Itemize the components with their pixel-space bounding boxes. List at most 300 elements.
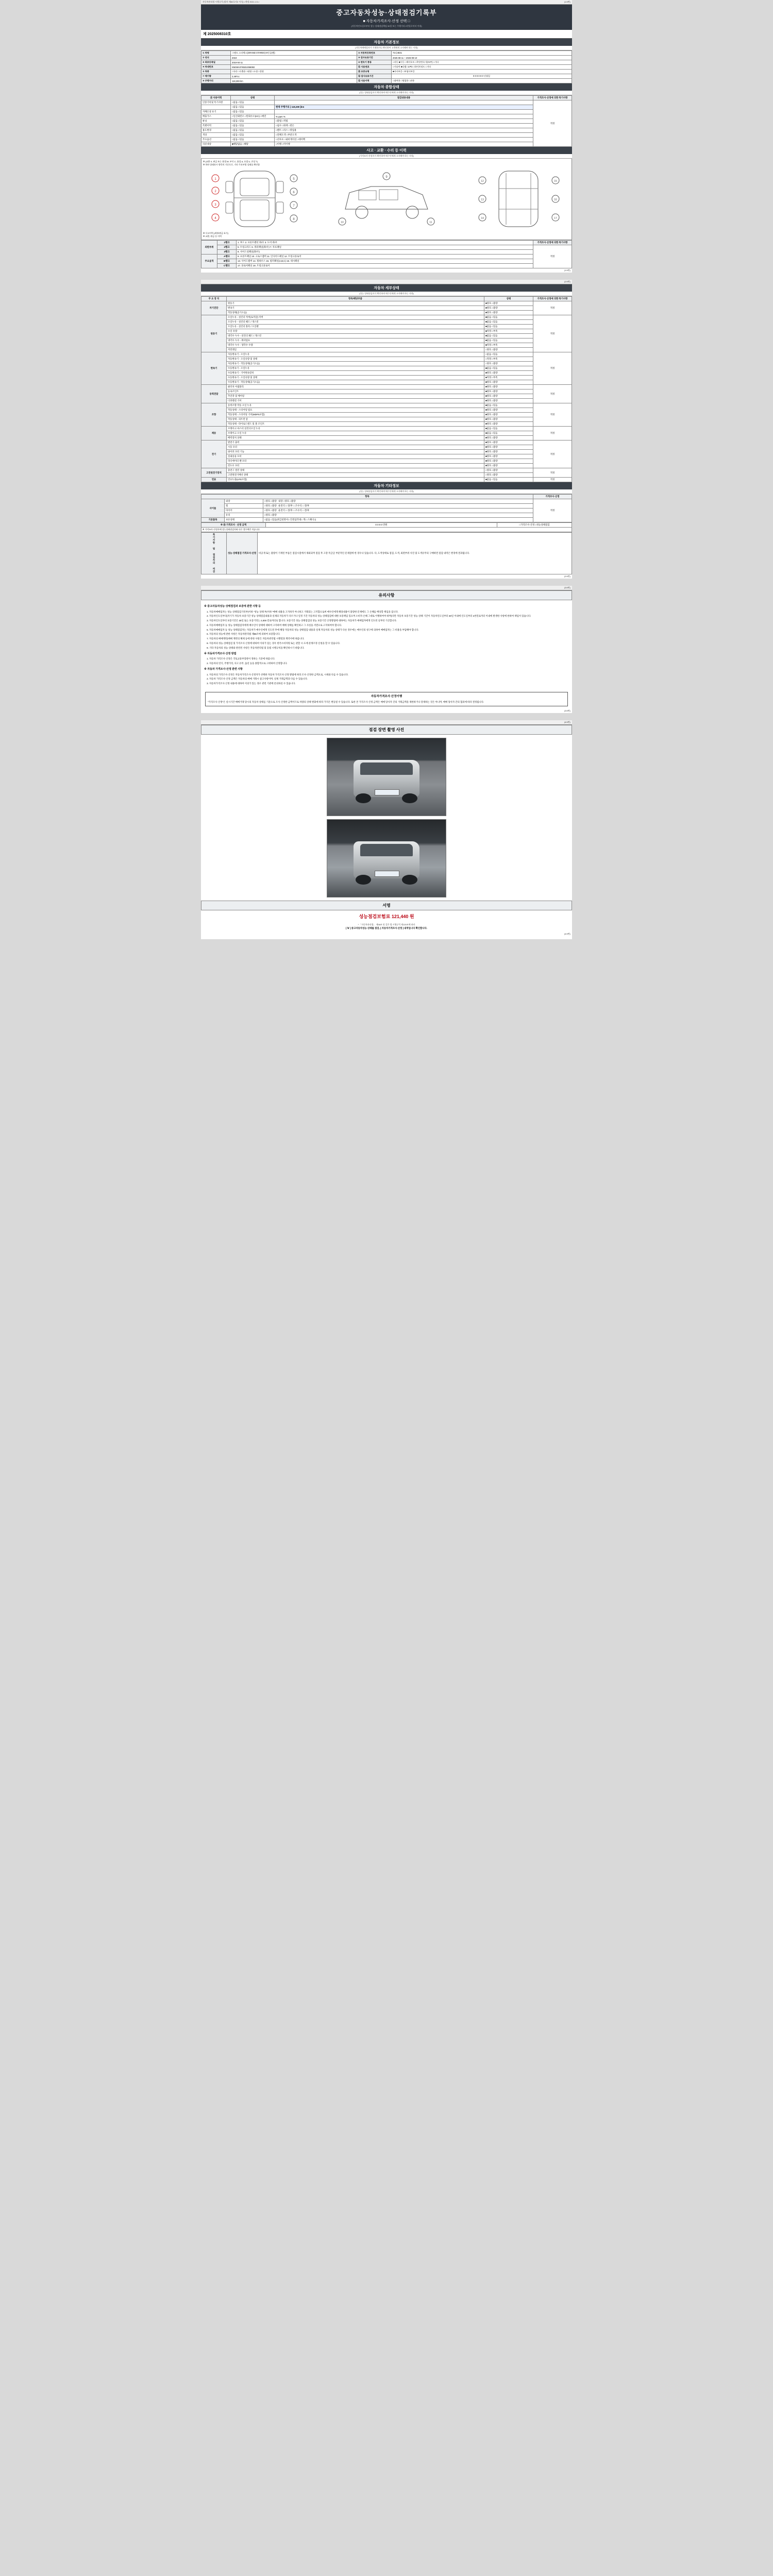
overall-item-7: 색상: [201, 133, 231, 138]
detail-cmp-6: 적정: [533, 440, 572, 468]
th-detail-state: 상태: [484, 297, 533, 301]
front-windshield: [360, 762, 412, 775]
detail-state-6-1: ■양호 □불량: [484, 445, 533, 450]
svg-text:6: 6: [293, 191, 295, 194]
special-col1: 성능·상태점검 가격조사·산정: [227, 533, 258, 574]
detail-item-6-4: 라디에이터 팬 모터: [227, 459, 484, 464]
detail-item-2-2: 자동변속기 - 작동상태(공기소음): [227, 362, 484, 366]
detail-state-2-5: ■적정 □부족: [484, 376, 533, 380]
etc-value-3: □양호 □불량: [263, 513, 533, 518]
etc-value-4: □없음 □있음(취급설명서□ 안전삼각대□ 잭□ 스패너□): [263, 518, 533, 522]
notice-item-1-5: 6. 자동차의 성능에 관한 사항은 자동차관리법 제58조에 의하여 보증합니다.: [209, 632, 569, 636]
signature-footnote-2: [ ￦ ] 중고자동차성능·상태를 점검, [ 자동차가격조사·산정 ] 내역입니다 확인합니다.: [345, 927, 428, 930]
diagram-underbody-view: [467, 168, 570, 231]
detail-state-1-3: ■적정 □부족: [484, 329, 533, 334]
rank-label-3: A랭크: [217, 255, 237, 259]
overall-state-7: □없음 □있음: [231, 133, 275, 138]
basic-info-table: [201, 50, 572, 83]
detail-state-4-0: ■없음 □있음: [484, 403, 533, 408]
value-reg-no: 72나4831: [392, 51, 572, 56]
damage-diagrams: [203, 168, 570, 231]
detail-group-0: 자기진단: [201, 301, 227, 315]
svg-text:7: 7: [293, 205, 295, 208]
photo-list: [201, 735, 572, 901]
detail-item-4-3: 작동상태 - 피트먼 암: [227, 417, 484, 422]
th-etc-item: 항목: [201, 495, 533, 499]
sheet2-page-number-foot: (2/4면): [564, 575, 570, 578]
notice-item-2-1: 2. 자동차 가격조사·산정 금액은 자동차의 매매 거래시 참고사항이며, 실제 거래금액과 다를 수 있습니다.: [209, 677, 569, 681]
detail-item-5-1: 브레이크 오일 누유: [227, 431, 484, 436]
overall-item-6: 용도변경: [201, 128, 231, 133]
special-table: [201, 532, 572, 574]
etc-item-0: 외장: [225, 499, 263, 504]
notice-item-1-7: 8. 자동차의 성능·상태점검 및 가격조사·산정에 대하여 이의가 있는 경우 한국소비자원 또는 관할 시·도에 분쟁조정 신청을 할 수 있습니다.: [209, 641, 569, 645]
th-etc-cmp: 가격조사·산정: [533, 495, 572, 499]
special-text: 비공개 또는 불량이 기재된 부품은 점검시점에서 제외되며 점검 후 고장 특급급 부분적인 문제점에 한 경우나 있습니다. 다, 도색상태로 점검, 도색, 외관부위 사진 및 도색유무의 구매하면 점검 내역은 변경에 결과됩니다.: [258, 533, 572, 574]
svg-text:1: 1: [214, 178, 216, 181]
detail-item-1-4: 냉각수 누수 - 실린더 헤드 / 개스킷: [227, 334, 484, 338]
svg-text:5: 5: [293, 178, 295, 181]
sheet3-page-number: (3/4면): [564, 586, 570, 589]
sheet-2: [201, 280, 572, 579]
rank-value-5: 17. 플로어패널 18. 트렁크플로어: [237, 264, 533, 268]
th-detail-div: 주 요 장 치: [201, 297, 227, 301]
section-detail: 자동차 세부상태: [201, 284, 572, 292]
detail-cmp-1: 적정: [533, 315, 572, 352]
notice-item-1-2: 3. 자동차인도일부터 보증기간은 30일 또는 보증거리는 2,000 킬로미터로 합니다. 보증기간 성능·상태점검의 성능 보증기간 산정방법에 대하여는 자동차가 매매업자에게 인도된 날부터 기산합니다.: [209, 619, 569, 622]
sheet2-footer: [201, 574, 572, 579]
pledge-body: "가격조사·산정"은 실시기간 매매거래 당시의 자동차 상태를 기준으로 조사·산정한 금액이므로 차량의 상태 변화에 따라 가격은 변동될 수 있습니다. 또한 본 가격조사·산정 금액은 매매 당사자 간의 거래금액을 제한하거나 강제하는 것은 아니며, 매매 당사자 간의 협의에 따라 결정됩니다.: [208, 701, 484, 704]
overall-item-2: 자체손상 표기: [201, 110, 231, 114]
total-table: [201, 522, 572, 532]
notice-body: [201, 600, 572, 689]
detail-item-3-1: 등속조인트: [227, 389, 484, 394]
detail-cmp-0: 적정: [533, 301, 572, 315]
etc-item-4: 보유상태: [225, 518, 263, 522]
detail-state-3-1: ■양호 □불량: [484, 389, 533, 394]
detail-cmp-4: 적정: [533, 403, 572, 427]
rank-label-1: 2랭크: [217, 245, 237, 250]
detail-item-5-2: 배력장치 상태: [227, 436, 484, 440]
underbody-svg: [467, 168, 570, 230]
detail-group-2: 변속기: [201, 352, 227, 385]
svg-text:17: 17: [554, 217, 557, 220]
detail-item-3-0: 클러치 어셈블리: [227, 385, 484, 389]
value-year: 2019: [231, 56, 357, 60]
detail-item-3-3: 디퍼렌셜 기어: [227, 399, 484, 403]
rear-window: [360, 844, 412, 856]
notice-list-1: [209, 610, 569, 650]
notice-title: 유의사항: [201, 590, 572, 600]
overall-detail-6: □렌트 □리스 □영업용: [275, 128, 533, 133]
rank-value-3: 9. 프론트패널 10. 크로스멤버 11. 인사이드패널 12. 트렁크플로어: [237, 255, 533, 259]
notice-heading-3: ※ 자동차가격조사·산정 방법: [204, 652, 237, 656]
detail-state-3-0: ■양호 □불량: [484, 385, 533, 389]
value-warranty: ■자사보증 □보험사보증: [392, 70, 572, 74]
detail-item-1-2: 오일누유 - 실린더 블록 / 오일팬: [227, 325, 484, 329]
detail-item-1-3: 오일 유량: [227, 329, 484, 334]
overall-detail-9: □이행 □미이행: [275, 142, 533, 147]
section-damage-note: (가격조사·산정자가 확인하여 매수인에게 고지해야 하는 사항): [201, 154, 572, 159]
document-subtitle: ■ 자동차가격조사·산정 선택 □: [363, 20, 410, 23]
label-inspection: ⑨ 검사유효기간: [357, 56, 392, 60]
front-photo: [327, 738, 446, 816]
detail-table: [201, 296, 572, 482]
overall-table: [201, 95, 572, 147]
section-detail-note: (성능·상태점검자가 확인하여 매수인에게 고지해야 하는 사항): [201, 292, 572, 296]
detail-item-0-0: 원동기: [227, 301, 484, 306]
th-overall-cmp: 가격조사·산정에 의한 특기사항: [533, 96, 572, 100]
th-detail-cmp: 가격조사·산정에 의한 특기사항: [533, 297, 572, 301]
rank-label-5: C랭크: [217, 264, 237, 268]
damage-legend-2: ※ 하단 상태표시 항목의 기준으로, 기타 주요부위 상태를 확인함: [203, 163, 260, 166]
total-cmp: □가격조사·산정 □성능상태점검: [497, 523, 572, 528]
overall-item-0: 인증기록및 특기사항: [201, 100, 231, 105]
section-basic-info: 자동차 기본정보: [201, 39, 572, 46]
sheet-4: [201, 720, 572, 939]
svg-text:13: 13: [481, 198, 484, 201]
detail-cmp-2: 적정: [533, 352, 572, 385]
rank-value-1: 5. 트렁크리드 6. 쿼터패널(좌/우) 7. 루프패널: [237, 245, 533, 250]
detail-item-4-2: 작동상태 - 스티어링 기어(MDPS포함): [227, 413, 484, 417]
value-insp-period: 0 0 0 0 0 0 년월일: [392, 74, 572, 79]
detail-state-4-2: ■양호 □불량: [484, 413, 533, 417]
value-odometer: 118,269 km: [231, 79, 357, 83]
detail-state-2-1: □적정 □부족: [484, 357, 533, 362]
value-usage: □대여용 □영업용 □관용: [392, 79, 572, 83]
value-displacement: 2,497cc: [231, 74, 357, 79]
overall-state-6: □없음 □있음: [231, 128, 275, 133]
detail-state-6-5: ■양호 □불량: [484, 464, 533, 468]
detail-item-1-5: 냉각수 누수 - 워터펌프: [227, 338, 484, 343]
detail-state-0-1: ■양호 □불량: [484, 306, 533, 311]
detail-state-1-5: ■없음 □있음: [484, 338, 533, 343]
label-reg-no: ② 자동차등록번호: [357, 51, 392, 56]
detail-item-8-0: 연료누출(LPG포함): [227, 478, 484, 482]
overall-detail-1: 현재 주행거리 [ 118,269 ]km: [275, 105, 533, 110]
damage-legend-1: ※ (교환 X, 판금 또는 용접 W, 부식 C, 흠집 A, 요철 U, 손상 T): [203, 160, 258, 163]
notice-heading-1: ※ 중고자동차성능·상태점검과 보증에 관한 사항 등: [204, 605, 261, 608]
label-cartype: ⑤ 차종: [201, 70, 231, 74]
etc-group-basic: 기본품목: [201, 518, 225, 522]
signature-footnote-1: * 「자동차관리법」 제58조 및 같은 법 시행규칙 제120조에 따라: [358, 923, 415, 926]
detail-group-3: 동력전달: [201, 385, 227, 403]
damage-note-4: ※ 교환, 판금 등 이력: [203, 235, 222, 238]
section-damage: 사고 · 교환 · 수리 등 이력: [201, 147, 572, 154]
sheet3-footer: [201, 709, 572, 713]
damage-cmp-label: 가격조사·산정에 의한 특기사항: [533, 241, 572, 245]
sheet2-header: [201, 280, 572, 284]
sheet4-page-number-foot: (4/4면): [564, 933, 570, 936]
detail-state-1-0: ■없음 □있음: [484, 315, 533, 320]
overall-state-8: □없음 □있음: [231, 138, 275, 142]
detail-state-0-2: ■양호 □불량: [484, 311, 533, 315]
svg-text:10: 10: [341, 221, 344, 224]
overall-state-2: □없음 □있음: [231, 110, 275, 114]
sheet1-footer: [201, 268, 572, 273]
diagram-top-view: [203, 168, 306, 231]
detail-state-4-4: ■양호 □불량: [484, 422, 533, 427]
notice-list-3: [209, 657, 569, 665]
overall-detail-0: [275, 100, 533, 105]
detail-state-2-6: ■양호 □불량: [484, 380, 533, 385]
sheet4-footer: [201, 932, 572, 936]
label-usage: ⑫ 사용이력: [357, 79, 392, 83]
th-detail-item: 항목/해당부품: [227, 297, 484, 301]
etc-value-0: □양호 □불량 내장 □양호 □불량: [263, 499, 533, 504]
detail-state-4-3: ■양호 □불량: [484, 417, 533, 422]
overall-detail-7: □전체도색 □부분도색: [275, 133, 533, 138]
detail-item-4-4: 작동상태 - 타이로드엔드 및 볼 조인트: [227, 422, 484, 427]
detail-state-6-0: ■양호 □불량: [484, 440, 533, 445]
etc-item-1: 휠: [225, 504, 263, 509]
insurance-fee-row: [201, 910, 572, 922]
notice-item-1-0: 1. 자동차매매업자는 성능·상태점검기록부(이하 "성능 상태 부(이하 "매매 내용을 고지하지 아니하고 거래되는 고지합으로써 매수인에게 해당내용이 불량한 문제에도 그 손해를 배상할 책임을 집니다.: [209, 610, 569, 614]
detail-item-0-1: 변속기: [227, 306, 484, 311]
svg-text:15: 15: [554, 180, 557, 183]
detail-state-1-6: ■적정 □부족: [484, 343, 533, 348]
detail-item-2-3: 수동변속기 - 오일누유: [227, 366, 484, 371]
sheet-3: [201, 586, 572, 713]
notice-item-3-0: 1. 자동차 가격조사·산정은 국토교통부장관이 정하는 기준에 따릅니다.: [209, 657, 569, 660]
front-left-wheel: [356, 793, 371, 804]
detail-item-4-0: 동력조향 작동 오일 누유: [227, 403, 484, 408]
etc-item-3: 유리: [225, 513, 263, 518]
value-vin: KMJWA37KBJU066082: [231, 65, 357, 70]
detail-state-5-0: ■없음 □있음: [484, 427, 533, 431]
svg-text:11: 11: [429, 221, 432, 224]
value-cartype: □국산 □수출용 □대형 □소형 □경형: [231, 70, 357, 74]
detail-group-8: 연료: [201, 478, 227, 482]
detail-state-3-2: ■양호 □불량: [484, 394, 533, 399]
diagram-side-view: [335, 168, 438, 231]
detail-cmp-5: 적정: [533, 427, 572, 440]
overall-item-9: 리콜대상: [201, 142, 231, 147]
detail-state-4-1: ■양호 □불량: [484, 408, 533, 413]
notice-list-2: [209, 673, 569, 686]
detail-state-6-4: ■양호 □불량: [484, 459, 533, 464]
detail-item-6-5: 윈도우 모터: [227, 464, 484, 468]
detail-item-2-6: 수동변속기 - 작동상태(공기소음): [227, 380, 484, 385]
overall-state-3: □일산화탄소 □탄화수소(HC) □매연: [231, 114, 275, 119]
detail-item-1-6: 냉각수 누수 - 냉각수 수량: [227, 343, 484, 348]
detail-state-3-3: ■양호 □불량: [484, 399, 533, 403]
rank-group-frame: 주요골격: [201, 255, 217, 268]
value-fuel: □가솔린 ■디젤 □LPG □하이브리드 □기타: [392, 65, 572, 70]
detail-state-0-0: ■양호 □불량: [484, 301, 533, 306]
overall-state-1: □없음 □있음: [231, 105, 275, 110]
detail-state-2-2: □양호 □불량: [484, 362, 533, 366]
overall-cmp: 적정: [533, 100, 572, 147]
notice-item-1-4: 5. 자동차매매업자 등 성능·상태점검자는 자동차가 매수인에게 인도된 후에 해당 자동차의 성능 상태점검 내용과 실제 자동차의 성능·상태가 다른 경우에는 매수인의 청구에 의하여 매매업자는 그 비용을 부담해야 합니다.: [209, 628, 569, 632]
detail-state-6-2: ■양호 □불량: [484, 450, 533, 454]
svg-text:3: 3: [214, 204, 216, 207]
overall-state-9: ■해당없음 □해당: [231, 142, 275, 147]
th-overall-state: 상태: [231, 96, 275, 100]
value-transmission: □자동 ■수동 □세미오토 □무단변속기(CVT) □기타: [392, 60, 572, 65]
overall-item-4: 튜닝: [201, 119, 231, 124]
insurance-fee-amount: 121,440 원: [391, 914, 414, 920]
detail-item-6-0: 발전기 출력: [227, 440, 484, 445]
detail-state-1-7: □양호 □불량: [484, 348, 533, 352]
detail-item-4-1: 작동상태 - 스티어링 펌프: [227, 408, 484, 413]
rank-value-2: 8. 사이드실패널(좌/우): [237, 250, 533, 255]
label-vin: ④ 차대번호: [201, 65, 231, 70]
label-odometer: ⑧ 주행거리: [201, 79, 231, 83]
detail-item-1-7: 커먼레일: [227, 348, 484, 352]
rank-label-0: 1랭크: [217, 241, 237, 245]
label-transmission: ⑩ 변속기 종류: [357, 60, 392, 65]
overall-state-4: □없음 □있음: [231, 119, 275, 124]
detail-item-1-1: 오일누유 - 실린더 헤드 / 개스킷: [227, 320, 484, 325]
rear-photo: [327, 819, 446, 897]
detail-item-2-4: 수동변속기 - 기어변속장치: [227, 371, 484, 376]
rank-label-4: B랭크: [217, 259, 237, 264]
sheet4-page-number: (4/4면): [564, 721, 570, 724]
etc-table: [201, 494, 572, 522]
notice-item-1-8: 9. 기타 자동차의 성능·상태와 관련된 사항은 자동차관리법 및 동법 시행규칙을 확인하시기 바랍니다.: [209, 646, 569, 650]
detail-item-5-0: 브레이크 마스터 실린더오일 누유: [227, 427, 484, 431]
detail-state-2-3: ■없음 □있음: [484, 366, 533, 371]
sheet-1: [201, 0, 572, 273]
detail-group-7: 고전원전기장치: [201, 468, 227, 478]
document-subnote: (자동차인도일로부터 성능·상태점검책임 30일 또는 주행거리 2천킬로미터 이내): [351, 25, 422, 27]
detail-state-7-1: □양호 □불량: [484, 473, 533, 478]
svg-text:4: 4: [214, 217, 216, 220]
top-view-svg: [203, 168, 306, 230]
damage-diagram-box: [201, 159, 572, 240]
detail-state-2-0: □없음 □있음: [484, 352, 533, 357]
label-displacement: ⑦ 배기량: [201, 74, 231, 79]
value-inspection: 2025-08-11 ~ 2026-08-10: [392, 56, 572, 60]
etc-item-2: 타이어: [225, 509, 263, 513]
section-etc-note: (성능·상태점검자가 확인하여 매수인에게 고지해야 하는 사항): [201, 489, 572, 494]
etc-value-1: □양호 □불량 운전석 □ 전/후 □ 조수석 □ 전/후: [263, 504, 533, 509]
detail-group-5: 제동: [201, 427, 227, 440]
detail-item-3-2: 추진축 및 베어링: [227, 394, 484, 399]
label-year: ② 연식: [201, 56, 231, 60]
etc-value-2: □양호 □불량 운전석 □ 전/후 □ 조수석 □ 전/후: [263, 509, 533, 513]
notice-item-1-1: 2. 자동차인도일부터(자기가 자동차 보증기간 성능·상태점검내용과 실제의 자동차가 다르거나 일정 기간 자동차의 성능·상태점검에 대한 보증책임 있으며 소비자 손해 그대로 이행하여야 하며(다만 자동차 보증기간 성능·상태 기간이 자동차인도일부터 30일 이내에 인도일부터 2천킬로미터 이내에 발생한 사항에 한하여 책임이 있습니다.: [209, 614, 569, 618]
damage-note-3: ※ 사고이력 (외판/판금 표기): [203, 232, 229, 234]
page-number: (1/4면): [564, 1, 570, 3]
detail-item-2-0: 자동변속기 - 오일누유: [227, 352, 484, 357]
detail-state-5-2: ■양호 □불량: [484, 436, 533, 440]
notice-heading-2: ※ 자동차 가격조사·산정 관련 사항: [204, 668, 243, 671]
label-fuel: ⑪ 사용연료: [357, 65, 392, 70]
special-label: 특기사항 및 점검자의 의견: [201, 533, 227, 574]
detail-item-2-1: 자동변속기 - 오일유량 및 상태: [227, 357, 484, 362]
damage-rank-table: [201, 240, 572, 268]
insurance-fee-label: 성능점검보험료: [359, 914, 391, 920]
overall-detail-8: □선루프 □내비게이션 □에어백: [275, 138, 533, 142]
overall-detail-5: □침수 □화재 □전손: [275, 124, 533, 128]
notice-item-3-1: 2. 자동차의 연식, 주행거리, 사고 유무, 옵션 등을 종합적으로 고려하여 산정합니다.: [209, 662, 569, 665]
total-label: ※ ⑱ 가격조사 · 산정 금액: [201, 523, 266, 528]
svg-text:16: 16: [554, 198, 557, 201]
detail-state-1-1: ■없음 □있음: [484, 320, 533, 325]
th-overall-item: ⑰ 사용이력: [201, 96, 231, 100]
detail-item-7-1: 고전원전기배선 상태: [227, 473, 484, 478]
record-number: 제 2025008310호: [201, 30, 572, 39]
sheet3-page-number-foot: (3/4면): [564, 709, 570, 713]
rear-license-plate: [375, 871, 399, 877]
overall-item-8: 주요옵션: [201, 138, 231, 142]
th-overall-detail: 점검내용내용: [275, 96, 533, 100]
overall-item-1: [201, 105, 231, 110]
detail-item-1-0: 오일누유 - 실린더 커버(로커암) 커버: [227, 315, 484, 320]
label-first-reg: ⑥ 최초등록일: [201, 60, 231, 65]
photo-section-title: 점검 장면 촬영 사진: [201, 725, 572, 735]
notice-item-1-3: 4. 자동차매매업자 등 성능·상태점검자에게 매수인이 상태에 대하여 고지하여 매매 상태를 확인하고 그 사실을 서면으로 고지하여야 합니다.: [209, 623, 569, 627]
section-overall: 자동차 종합상태: [201, 83, 572, 91]
rank-value-0: 1. 후드 2. 프론트펜더 좌/우 3. 도어 좌/우: [237, 241, 533, 245]
detail-state-6-3: ■양호 □불량: [484, 454, 533, 459]
detail-item-7-0: 충전구 절연 상태: [227, 468, 484, 473]
rank-group-outer: 외판부위: [201, 241, 217, 255]
svg-text:2: 2: [214, 190, 216, 193]
detail-item-6-1: 시동 모터: [227, 445, 484, 450]
etc-cmp: 적정: [533, 499, 572, 522]
detail-state-1-4: ■없음 □있음: [484, 334, 533, 338]
detail-item-6-2: 와이퍼 모터 기능: [227, 450, 484, 454]
detail-state-1-2: ■없음 □있음: [484, 325, 533, 329]
pledge-box: [205, 692, 568, 706]
total-note: ※ 가격조사·산정자에 성능상태점검자와 다른 경우에만 적습니다.: [201, 528, 572, 532]
section-basic-note: (자동차매매업자가 기재하거나 확인하여 고객에게 고지해야 하는 사항): [201, 46, 572, 50]
detail-state-8-0: ■없음 □있음: [484, 478, 533, 482]
document-title-bar: [201, 5, 572, 30]
rear-right-wheel: [402, 875, 417, 885]
overall-detail-4: □불법 □적법: [275, 119, 533, 124]
label-insp-period: ⑯ 검사유효기간: [357, 74, 392, 79]
etc-group-wheels: 사이들: [201, 499, 225, 518]
detail-item-2-5: 수동변속기 - 오일유량 및 상태: [227, 376, 484, 380]
label-warranty: ⑮ 보증유형: [357, 70, 392, 74]
overall-detail-2: [275, 110, 533, 114]
rank-label-2: 3랭크: [217, 250, 237, 255]
svg-text:12: 12: [481, 180, 484, 183]
detail-item-6-3: 실내송풍 모터: [227, 454, 484, 459]
detail-cmp-7: 적정: [533, 468, 572, 478]
sheet1-page-number: (1/4면): [564, 269, 570, 272]
svg-text:9: 9: [385, 176, 388, 179]
section-overall-note: (성능·상태점검자가 확인하여 매수인에게 고지해야 하는 사항): [201, 91, 572, 95]
detail-item-0-2: 작동상태(공기소음): [227, 311, 484, 315]
detail-state-7-0: □양호 □불량: [484, 468, 533, 473]
sheet1-header: [201, 0, 572, 5]
value-first-reg: 2019-04-11: [231, 60, 357, 65]
detail-group-4: 조향: [201, 403, 227, 427]
sheet3-header: [201, 586, 572, 590]
front-license-plate: [375, 789, 399, 796]
signature-section-title: 서명: [201, 901, 572, 910]
form-reference: 자동차관리법 시행규칙 [별지 제82호의2 서식] <개정 2021.1.5.>: [203, 1, 260, 3]
notice-item-2-2: 3. 자동차가격조사·산정 내용에 대하여 이의가 있는 경우 관련 기관에 문의하실 수 있습니다.: [209, 682, 569, 685]
sheet2-page-number: (2/4면): [564, 280, 570, 283]
total-value: 0 0 0 0 만원: [266, 523, 497, 528]
rank-value-4: 13. 사이드멤버 14. 휠하우스 15. 필러패널(A,B,C) 16. 대시패널: [237, 259, 533, 264]
detail-group-1: 원동기: [201, 315, 227, 352]
document-title: 중고자동차성능·상태점검기록부: [336, 9, 437, 16]
overall-state-5: □없음 □있음: [231, 124, 275, 128]
damage-cmp-value: 적정: [533, 245, 572, 268]
notice-item-2-0: 1. 자동차의 가격조사·산정은 자동차가격조사·산정자가 선택한 자동차 가격조사·산정 방법에 따라 조사·산정한 금액으로, 시세와 다를 수 있습니다.: [209, 673, 569, 676]
detail-cmp-8: 적정: [533, 478, 572, 482]
overall-detail-3: % ppm %: [275, 114, 533, 119]
svg-text:8: 8: [293, 218, 295, 221]
rear-left-wheel: [356, 875, 371, 885]
